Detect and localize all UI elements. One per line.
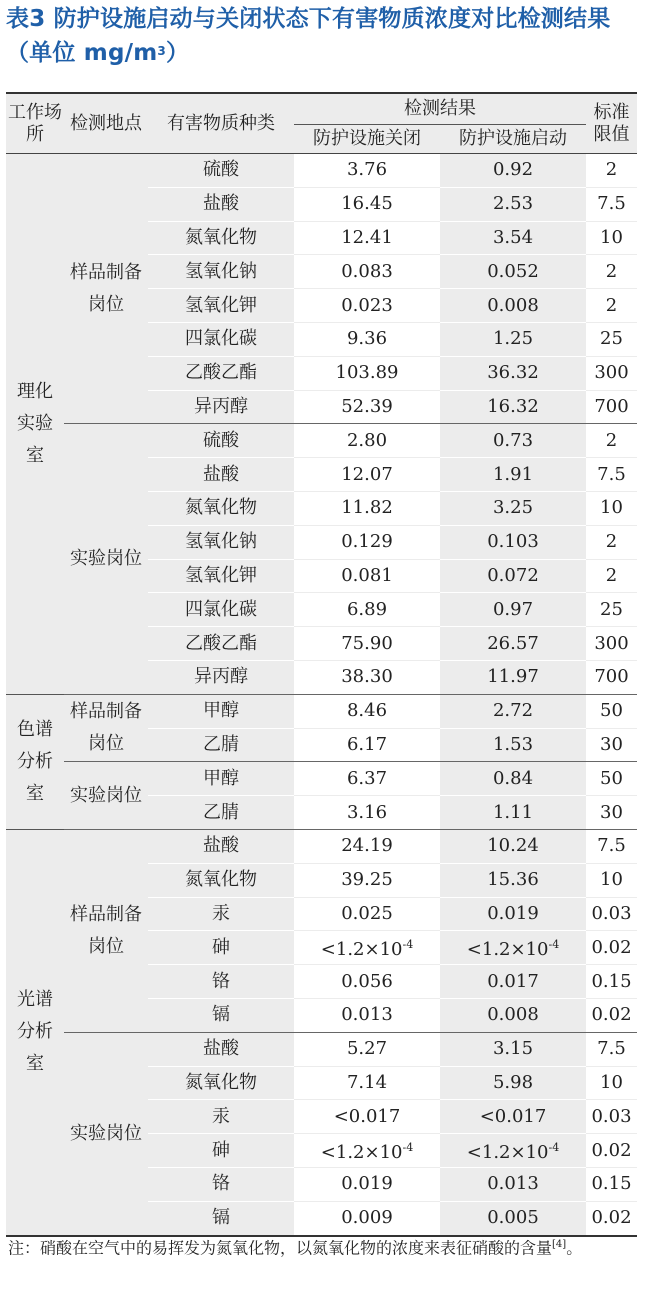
value-on-cell bbox=[440, 289, 586, 323]
substance-cell-text: 氮氧化物 bbox=[185, 1071, 257, 1093]
limit-cell bbox=[586, 154, 637, 188]
value-on-cell bbox=[440, 897, 586, 931]
table-row bbox=[6, 424, 637, 458]
limit-cell-text: 2 bbox=[605, 260, 618, 282]
value-on-cell-text: 5.98 bbox=[492, 1071, 534, 1093]
value-off-cell-text: 8.46 bbox=[346, 700, 388, 722]
value-off-cell-text: 6.89 bbox=[346, 598, 388, 620]
substance-cell bbox=[148, 458, 294, 492]
value-off-cell bbox=[294, 694, 440, 728]
value-on-cell-text: 1.25 bbox=[492, 328, 534, 350]
limit-cell-text: 300 bbox=[594, 362, 629, 384]
substance-cell bbox=[148, 154, 294, 188]
limit-cell-text: 700 bbox=[594, 666, 629, 688]
value-off-cell bbox=[294, 627, 440, 661]
limit-cell-text: 2 bbox=[605, 564, 618, 586]
limit-cell-text: 7.5 bbox=[597, 193, 626, 215]
value-off-cell bbox=[294, 458, 440, 492]
limit-cell bbox=[586, 424, 637, 458]
value-off-cell bbox=[294, 593, 440, 627]
table-row bbox=[6, 762, 637, 796]
limit-cell bbox=[586, 559, 637, 593]
limit-cell-text: 0.02 bbox=[591, 936, 632, 958]
value-on-cell-text: 1.11 bbox=[492, 801, 534, 823]
value-on-cell bbox=[440, 1032, 586, 1066]
limit-cell bbox=[586, 255, 637, 289]
value-off-cell bbox=[294, 390, 440, 424]
limit-cell bbox=[586, 322, 637, 356]
substance-cell-text: 汞 bbox=[212, 1105, 230, 1127]
limit-cell bbox=[586, 829, 637, 863]
substance-cell bbox=[148, 863, 294, 897]
value-on-cell bbox=[440, 525, 586, 559]
substance-cell-text: 氮氧化物 bbox=[185, 869, 257, 891]
value-off-cell-text: 0.083 bbox=[341, 260, 393, 282]
substance-cell bbox=[148, 965, 294, 999]
value-off-cell-text: 0.023 bbox=[341, 294, 393, 316]
value-on-cell-text: 26.57 bbox=[487, 632, 539, 654]
value-off-cell bbox=[294, 525, 440, 559]
value-on-cell-text: 0.019 bbox=[487, 902, 539, 924]
limit-cell-text: 0.02 bbox=[591, 1004, 632, 1026]
value-on-cell-exponent: -4 bbox=[548, 1141, 560, 1154]
limit-cell-text: 30 bbox=[600, 801, 623, 823]
value-on-cell bbox=[440, 221, 586, 255]
value-on-cell bbox=[440, 796, 586, 830]
location-cell: 样品制备岗位 bbox=[64, 829, 148, 1032]
substance-cell bbox=[148, 1066, 294, 1100]
substance-cell-text: 异丙醇 bbox=[194, 666, 248, 688]
limit-cell bbox=[586, 1032, 637, 1066]
limit-cell bbox=[586, 931, 637, 965]
table-note bbox=[8, 1232, 638, 1261]
limit-cell bbox=[586, 356, 637, 390]
value-on-cell bbox=[440, 998, 586, 1032]
value-off-cell bbox=[294, 154, 440, 188]
value-off-cell-text: 6.37 bbox=[346, 767, 388, 789]
header-work: 工作场所 bbox=[6, 93, 64, 154]
substance-cell bbox=[148, 1134, 294, 1168]
limit-cell-text: 0.02 bbox=[591, 1139, 632, 1161]
table-title-close: ） bbox=[165, 40, 190, 66]
substance-cell bbox=[148, 1201, 294, 1235]
limit-cell bbox=[586, 1167, 637, 1201]
limit-cell-text: 2 bbox=[605, 429, 618, 451]
substance-cell bbox=[148, 322, 294, 356]
value-off-cell-text: 0.013 bbox=[341, 1004, 393, 1026]
header-location: 检测地点 bbox=[64, 93, 148, 154]
value-off-cell bbox=[294, 1201, 440, 1235]
value-on-cell-text: 0.013 bbox=[487, 1173, 539, 1195]
substance-cell-text: 乙酸乙酯 bbox=[185, 632, 257, 654]
work-place-cell: 色谱分析室 bbox=[6, 694, 64, 829]
limit-cell bbox=[586, 593, 637, 627]
value-on-cell bbox=[440, 154, 586, 188]
value-off-cell-text: 11.82 bbox=[341, 497, 393, 519]
value-off-cell bbox=[294, 796, 440, 830]
table-title-text: 表3 防护设施启动与关闭状态下有害物质浓度对比检测结果（单位 mg/m bbox=[6, 6, 611, 66]
substance-cell bbox=[148, 762, 294, 796]
value-on-cell bbox=[440, 660, 586, 694]
limit-cell-text: 7.5 bbox=[597, 1038, 626, 1060]
value-off-cell-text: 0.025 bbox=[341, 902, 393, 924]
limit-cell bbox=[586, 796, 637, 830]
limit-cell-text: 2 bbox=[605, 531, 618, 553]
value-on-cell bbox=[440, 931, 586, 965]
limit-cell-text: 2 bbox=[605, 294, 618, 316]
substance-cell bbox=[148, 796, 294, 830]
location-cell: 样品制备岗位 bbox=[64, 694, 148, 762]
limit-cell bbox=[586, 221, 637, 255]
value-on-cell bbox=[440, 965, 586, 999]
value-off-cell bbox=[294, 1066, 440, 1100]
value-off-cell bbox=[294, 491, 440, 525]
value-off-cell-text: <1.2×10 bbox=[320, 939, 403, 961]
substance-cell bbox=[148, 187, 294, 221]
value-off-cell-text: 103.89 bbox=[335, 362, 399, 384]
value-on-cell bbox=[440, 829, 586, 863]
value-on-cell-text: 16.32 bbox=[487, 395, 539, 417]
value-on-cell-text: 3.54 bbox=[492, 226, 534, 248]
value-off-cell-text: 3.76 bbox=[346, 159, 388, 181]
value-off-cell-text: <0.017 bbox=[333, 1105, 401, 1127]
value-on-cell-text: 2.53 bbox=[492, 193, 534, 215]
note-text: 注：硝酸在空气中的易挥发为氮氧化物，以氮氧化物的浓度来表征硝酸的含量 bbox=[8, 1238, 553, 1258]
substance-cell bbox=[148, 525, 294, 559]
value-on-cell bbox=[440, 1201, 586, 1235]
value-on-cell-text: <1.2×10 bbox=[466, 1142, 549, 1163]
table-row bbox=[6, 1032, 637, 1066]
value-off-cell-exponent: -4 bbox=[402, 938, 414, 952]
value-on-cell bbox=[440, 458, 586, 492]
value-off-cell-text: 9.36 bbox=[346, 328, 388, 350]
limit-cell-text: 7.5 bbox=[597, 835, 626, 857]
value-off-cell bbox=[294, 829, 440, 863]
value-on-cell bbox=[440, 762, 586, 796]
limit-cell-text: 25 bbox=[600, 598, 623, 620]
substance-cell-text: 氮氧化物 bbox=[185, 497, 257, 519]
header-off: 防护设施关闭 bbox=[294, 125, 440, 154]
limit-cell bbox=[586, 1134, 637, 1168]
table-title bbox=[6, 2, 642, 70]
substance-cell-text: 异丙醇 bbox=[194, 395, 248, 417]
substance-cell-text: 乙腈 bbox=[203, 733, 239, 755]
substance-cell-text: 砷 bbox=[212, 1139, 230, 1161]
substance-cell bbox=[148, 728, 294, 762]
substance-cell-text: 氢氧化钾 bbox=[185, 564, 257, 586]
value-on-cell bbox=[440, 627, 586, 661]
substance-cell-text: 盐酸 bbox=[203, 463, 239, 485]
limit-cell bbox=[586, 1201, 637, 1235]
limit-cell bbox=[586, 897, 637, 931]
value-on-cell-text: 11.97 bbox=[487, 666, 539, 688]
work-place-cell: 理化实验室 bbox=[6, 154, 64, 695]
note-reference: [4] bbox=[552, 1239, 567, 1250]
substance-cell-text: 乙酸乙酯 bbox=[185, 362, 257, 384]
substance-cell-text: 四氯化碳 bbox=[185, 598, 257, 620]
substance-cell bbox=[148, 897, 294, 931]
value-off-cell bbox=[294, 1134, 440, 1168]
value-on-cell-text: 1.91 bbox=[492, 463, 534, 485]
value-on-cell bbox=[440, 390, 586, 424]
value-on-cell-text: 3.15 bbox=[492, 1038, 534, 1060]
substance-cell-text: 汞 bbox=[212, 902, 230, 924]
substance-cell bbox=[148, 559, 294, 593]
substance-cell-text: 镉 bbox=[212, 1207, 230, 1229]
value-on-cell bbox=[440, 694, 586, 728]
substance-cell bbox=[148, 627, 294, 661]
substance-cell-text: 氮氧化物 bbox=[185, 226, 257, 248]
substance-cell bbox=[148, 289, 294, 323]
substance-cell bbox=[148, 255, 294, 289]
value-off-cell bbox=[294, 356, 440, 390]
value-off-cell bbox=[294, 863, 440, 897]
substance-cell-text: 乙腈 bbox=[203, 801, 239, 823]
value-on-cell-text: 0.84 bbox=[492, 767, 534, 789]
value-on-cell-text: 15.36 bbox=[487, 869, 539, 891]
value-off-cell-text: 2.80 bbox=[346, 429, 388, 451]
header-substance: 有害物质种类 bbox=[148, 93, 294, 154]
substance-cell-text: 氢氧化钾 bbox=[185, 294, 257, 316]
table-row bbox=[6, 154, 637, 188]
value-off-cell bbox=[294, 322, 440, 356]
value-on-cell bbox=[440, 1167, 586, 1201]
header-result: 检测结果 bbox=[294, 93, 586, 125]
limit-cell-text: 0.02 bbox=[591, 1207, 632, 1229]
value-on-cell-text: 0.008 bbox=[487, 294, 539, 316]
limit-cell-text: 50 bbox=[600, 700, 623, 722]
substance-cell-text: 铬 bbox=[212, 970, 230, 992]
value-on-cell-text: 1.53 bbox=[492, 733, 534, 755]
limit-cell bbox=[586, 694, 637, 728]
substance-cell-text: 氢氧化钠 bbox=[185, 531, 257, 553]
value-off-cell bbox=[294, 424, 440, 458]
value-off-cell bbox=[294, 1100, 440, 1134]
value-on-cell bbox=[440, 255, 586, 289]
substance-cell bbox=[148, 694, 294, 728]
value-off-cell-text: 3.16 bbox=[346, 801, 388, 823]
header-limit: 标准限值 bbox=[586, 93, 637, 154]
limit-cell bbox=[586, 627, 637, 661]
limit-cell-text: 0.03 bbox=[591, 902, 632, 924]
value-on-cell bbox=[440, 559, 586, 593]
results-body bbox=[6, 154, 637, 1236]
value-off-cell-text: 52.39 bbox=[341, 395, 393, 417]
value-off-cell bbox=[294, 931, 440, 965]
value-off-cell bbox=[294, 728, 440, 762]
table-row bbox=[6, 829, 637, 863]
table-row bbox=[6, 694, 637, 728]
value-off-cell-text: 0.056 bbox=[341, 970, 393, 992]
value-on-cell bbox=[440, 593, 586, 627]
value-off-cell bbox=[294, 660, 440, 694]
value-off-cell bbox=[294, 762, 440, 796]
limit-cell bbox=[586, 289, 637, 323]
limit-cell bbox=[586, 390, 637, 424]
value-off-cell-text: 16.45 bbox=[341, 193, 393, 215]
value-off-cell bbox=[294, 255, 440, 289]
value-off-cell bbox=[294, 559, 440, 593]
limit-cell bbox=[586, 762, 637, 796]
location-cell: 实验岗位 bbox=[64, 762, 148, 830]
limit-cell-text: 300 bbox=[594, 632, 629, 654]
value-off-cell bbox=[294, 1032, 440, 1066]
substance-cell-text: 甲醇 bbox=[203, 700, 239, 722]
substance-cell-text: 硫酸 bbox=[203, 159, 239, 181]
substance-cell-text: 盐酸 bbox=[203, 193, 239, 215]
value-on-cell-text: 0.103 bbox=[487, 531, 539, 553]
value-off-cell-text: 24.19 bbox=[341, 835, 393, 857]
value-on-cell-text: 0.73 bbox=[492, 429, 534, 451]
value-off-cell-text: 0.081 bbox=[341, 564, 393, 586]
substance-cell bbox=[148, 1167, 294, 1201]
limit-cell-text: 10 bbox=[600, 226, 623, 248]
substance-cell bbox=[148, 931, 294, 965]
value-off-cell bbox=[294, 1167, 440, 1201]
value-on-cell bbox=[440, 1134, 586, 1168]
substance-cell bbox=[148, 390, 294, 424]
limit-cell-text: 2 bbox=[605, 159, 618, 181]
substance-cell-text: 盐酸 bbox=[203, 1038, 239, 1060]
substance-cell-text: 硫酸 bbox=[203, 429, 239, 451]
value-on-cell-text: 0.008 bbox=[487, 1004, 539, 1026]
value-off-cell bbox=[294, 965, 440, 999]
value-on-cell-text: 0.072 bbox=[487, 564, 539, 586]
limit-cell bbox=[586, 728, 637, 762]
value-off-cell-text: 6.17 bbox=[346, 733, 388, 755]
value-on-cell-text: <0.017 bbox=[479, 1105, 547, 1127]
value-on-cell-text: 3.25 bbox=[492, 497, 534, 519]
value-on-cell-text: 0.92 bbox=[492, 159, 534, 181]
substance-cell bbox=[148, 356, 294, 390]
value-on-cell bbox=[440, 187, 586, 221]
location-cell: 实验岗位 bbox=[64, 1032, 148, 1235]
limit-cell-text: 0.15 bbox=[591, 970, 632, 992]
limit-cell-text: 10 bbox=[600, 869, 623, 891]
value-off-cell-text: 7.14 bbox=[346, 1071, 388, 1093]
substance-cell bbox=[148, 829, 294, 863]
limit-cell-text: 25 bbox=[600, 328, 623, 350]
limit-cell bbox=[586, 1066, 637, 1100]
value-off-cell-text: 0.009 bbox=[341, 1207, 393, 1229]
value-off-cell bbox=[294, 187, 440, 221]
substance-cell-text: 镉 bbox=[212, 1004, 230, 1026]
substance-cell bbox=[148, 491, 294, 525]
value-off-cell-text: 38.30 bbox=[341, 666, 393, 688]
limit-cell bbox=[586, 965, 637, 999]
value-on-cell-text: 0.005 bbox=[487, 1207, 539, 1229]
limit-cell-text: 10 bbox=[600, 1071, 623, 1093]
value-off-cell-text: <1.2×10 bbox=[320, 1142, 403, 1163]
value-off-cell bbox=[294, 289, 440, 323]
limit-cell-text: 0.15 bbox=[591, 1173, 632, 1195]
substance-cell bbox=[148, 1100, 294, 1134]
limit-cell bbox=[586, 458, 637, 492]
limit-cell bbox=[586, 525, 637, 559]
substance-cell-text: 盐酸 bbox=[203, 835, 239, 857]
limit-cell bbox=[586, 660, 637, 694]
limit-cell bbox=[586, 863, 637, 897]
work-place-cell: 光谱分析室 bbox=[6, 829, 64, 1235]
value-off-cell-exponent: -4 bbox=[402, 1141, 414, 1154]
value-on-cell bbox=[440, 728, 586, 762]
limit-cell-text: 0.03 bbox=[591, 1105, 632, 1127]
value-off-cell-text: 0.019 bbox=[341, 1173, 393, 1195]
value-off-cell-text: 12.07 bbox=[341, 463, 393, 485]
substance-cell bbox=[148, 424, 294, 458]
value-on-cell-text: 10.24 bbox=[487, 835, 539, 857]
value-off-cell bbox=[294, 221, 440, 255]
substance-cell bbox=[148, 660, 294, 694]
limit-cell bbox=[586, 1100, 637, 1134]
value-on-cell bbox=[440, 1100, 586, 1134]
location-cell: 样品制备岗位 bbox=[64, 154, 148, 424]
substance-cell-text: 铬 bbox=[212, 1173, 230, 1195]
limit-cell bbox=[586, 187, 637, 221]
limit-cell-text: 10 bbox=[600, 497, 623, 519]
value-off-cell-text: 75.90 bbox=[341, 632, 393, 654]
value-on-cell bbox=[440, 863, 586, 897]
value-on-cell-text: 0.97 bbox=[492, 598, 534, 620]
value-off-cell bbox=[294, 897, 440, 931]
table-title-unit-exponent: 3 bbox=[157, 44, 166, 58]
value-off-cell-text: 0.129 bbox=[341, 531, 393, 553]
limit-cell-text: 7.5 bbox=[597, 463, 626, 485]
value-on-cell-text: 36.32 bbox=[487, 362, 539, 384]
limit-cell bbox=[586, 491, 637, 525]
substance-cell-text: 氢氧化钠 bbox=[185, 260, 257, 282]
substance-cell bbox=[148, 1032, 294, 1066]
results-table-container bbox=[6, 92, 637, 1237]
results-table bbox=[6, 92, 637, 1237]
substance-cell-text: 四氯化碳 bbox=[185, 328, 257, 350]
substance-cell bbox=[148, 593, 294, 627]
value-on-cell bbox=[440, 491, 586, 525]
value-on-cell-text: <1.2×10 bbox=[466, 939, 549, 961]
value-off-cell bbox=[294, 998, 440, 1032]
value-on-cell-text: 0.052 bbox=[487, 260, 539, 282]
value-off-cell-text: 5.27 bbox=[346, 1038, 388, 1060]
value-off-cell-text: 12.41 bbox=[341, 226, 393, 248]
substance-cell bbox=[148, 998, 294, 1032]
value-on-cell bbox=[440, 356, 586, 390]
value-on-cell bbox=[440, 322, 586, 356]
substance-cell-text: 甲醇 bbox=[203, 767, 239, 789]
value-on-cell-text: 2.72 bbox=[492, 700, 534, 722]
note-end: 。 bbox=[566, 1238, 583, 1258]
value-on-cell bbox=[440, 1066, 586, 1100]
value-on-cell bbox=[440, 424, 586, 458]
limit-cell-text: 30 bbox=[600, 733, 623, 755]
value-on-cell-text: 0.017 bbox=[487, 970, 539, 992]
limit-cell bbox=[586, 998, 637, 1032]
value-off-cell-text: 39.25 bbox=[341, 869, 393, 891]
substance-cell-text: 砷 bbox=[212, 936, 230, 958]
limit-cell-text: 700 bbox=[594, 395, 629, 417]
limit-cell-text: 50 bbox=[600, 767, 623, 789]
header-on: 防护设施启动 bbox=[440, 125, 586, 154]
location-cell: 实验岗位 bbox=[64, 424, 148, 694]
substance-cell bbox=[148, 221, 294, 255]
value-on-cell-exponent: -4 bbox=[548, 938, 560, 952]
